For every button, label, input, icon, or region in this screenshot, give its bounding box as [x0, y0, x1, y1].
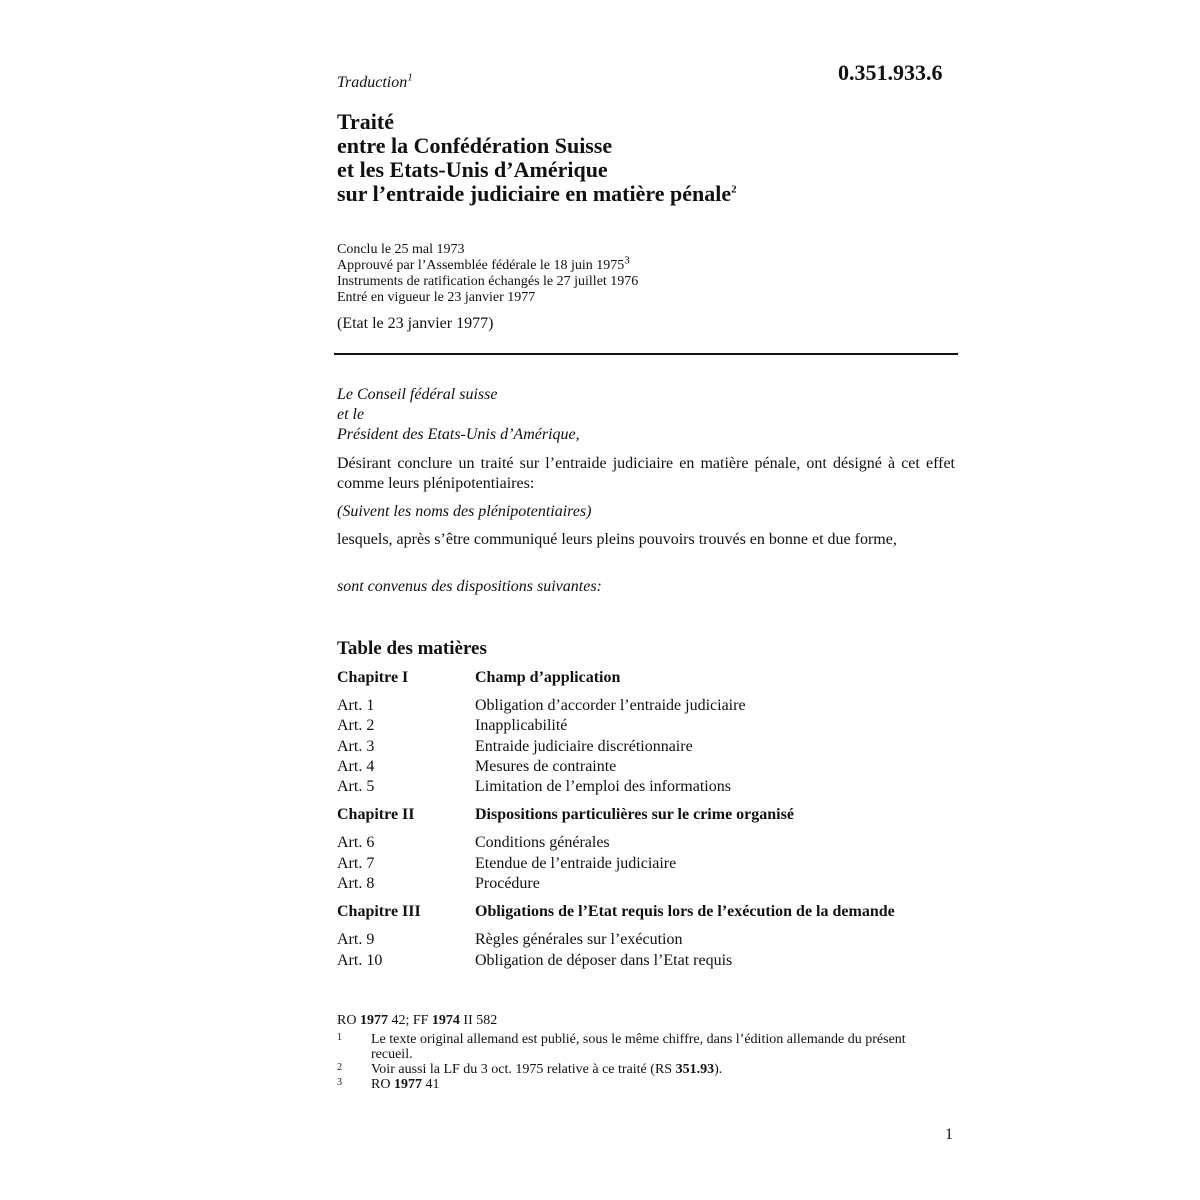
- article-label: Art. 5: [337, 778, 375, 796]
- translation-label: Traduction$^1$: [337, 71, 413, 91]
- sr-number: 0.351.933.6: [838, 60, 943, 85]
- treaty-metadata: [337, 242, 638, 306]
- party-usa: Président des Etats-Unis d’Amérique,: [337, 426, 580, 443]
- footnote-text: RO 1977 41: [371, 1077, 440, 1092]
- toc-article[interactable]: [337, 777, 967, 797]
- preamble-parties: [337, 385, 955, 445]
- table-of-contents: [337, 668, 967, 971]
- footnote-ref-1[interactable]: 1: [407, 71, 413, 84]
- footnote-ref-2[interactable]: 2: [731, 183, 737, 196]
- title-line: et les Etats-Unis d’Amérique: [337, 157, 608, 182]
- preamble-paragraph: lesquels, après s’être communiqué leurs pleins pouvoirs trouvés en bonne et due forme,: [337, 531, 897, 548]
- title-line: sur l’entraide judiciaire en matière pénale$^2$: [337, 181, 737, 206]
- article-title: Entraide judiciaire discrétionnaire: [475, 737, 693, 755]
- article-label: Art. 8: [337, 875, 375, 893]
- document-title: [337, 110, 737, 206]
- article-title: Conditions générales: [475, 834, 610, 852]
- article-title: Procédure: [475, 875, 540, 893]
- chapter-label: Chapitre I: [337, 669, 409, 686]
- rs-reference[interactable]: 351.93: [675, 1062, 715, 1077]
- article-title: Règles générales sur l’exécution: [475, 931, 683, 949]
- footnote-number: 3: [337, 1077, 342, 1088]
- toc-article[interactable]: [337, 930, 967, 950]
- article-title: Etendue de l’entraide judiciaire: [475, 854, 677, 872]
- footnote: [337, 1062, 937, 1077]
- horizontal-divider: [334, 353, 958, 355]
- footnote: [337, 1077, 937, 1092]
- footnotes: [337, 1032, 937, 1092]
- footnote: [337, 1032, 937, 1062]
- toc-heading: Table des matières: [337, 638, 487, 659]
- party-conjunction: et le: [337, 406, 365, 423]
- toc-article[interactable]: [337, 696, 967, 716]
- chapter-title: Dispositions particulières sur le crime organisé: [475, 806, 794, 824]
- article-label: Art. 6: [337, 834, 375, 852]
- chapter-label: Chapitre II: [337, 806, 415, 824]
- article-title: Obligation d’accorder l’entraide judiciaire: [475, 697, 746, 714]
- toc-article[interactable]: [337, 737, 967, 757]
- publication-sources: RO 1977 42; FF 1974 II 582: [337, 1013, 498, 1028]
- chapter-title: Obligations de l’Etat requis lors de l’exécution de la demande: [475, 903, 895, 921]
- article-title: Mesures de contrainte: [475, 757, 617, 775]
- title-line: entre la Confédération Suisse: [337, 133, 613, 158]
- article-label: Art. 2: [337, 717, 375, 735]
- chapter-title: Champ d’application: [475, 669, 621, 686]
- ratification-date: Instruments de ratification échangés le 27 juillet 1976: [337, 274, 639, 289]
- preamble-paragraph: Désirant conclure un traité sur l’entraide judiciaire en matière pénale, ont désigné à cet effet comme leurs plénipotentiaires:: [337, 455, 955, 492]
- toc-article[interactable]: [337, 874, 967, 894]
- article-label: Art. 10: [337, 951, 383, 969]
- toc-article[interactable]: [337, 951, 967, 971]
- footnote-number: 1: [337, 1032, 342, 1043]
- concluded-date: Conclu le 25 mal 1973: [337, 242, 465, 257]
- status-date: (Etat le 23 janvier 1977): [337, 315, 494, 332]
- footnote-text: Voir aussi la LF du 3 oct. 1975 relative à ce traité (RS 351.93).: [371, 1062, 723, 1077]
- toc-article[interactable]: [337, 833, 967, 853]
- preamble-agreement: sont convenus des dispositions suivantes:: [337, 578, 602, 595]
- article-label: Art. 4: [337, 757, 375, 775]
- approved-date: Approuvé par l’Assemblée fédérale le 18 juin 1975$^3$: [337, 254, 630, 273]
- preamble-plenipotentiaries: (Suivent les noms des plénipotentiaires): [337, 503, 592, 520]
- article-title: Inapplicabilité: [475, 717, 568, 735]
- toc-article[interactable]: [337, 716, 967, 736]
- title-line: Traité: [337, 109, 395, 134]
- article-label: Art. 1: [337, 697, 375, 714]
- toc-chapter[interactable]: [337, 668, 967, 688]
- article-label: Art. 9: [337, 931, 375, 949]
- toc-chapter[interactable]: [337, 805, 967, 825]
- chapter-label: Chapitre III: [337, 903, 421, 921]
- article-title: Limitation de l’emploi des informations: [475, 778, 731, 796]
- footnote-ref-3[interactable]: 3: [624, 254, 630, 267]
- footnote-text: Le texte original allemand est publié, sous le même chiffre, dans l’édition allemande du présent recueil.: [371, 1032, 906, 1062]
- toc-chapter[interactable]: [337, 902, 967, 922]
- article-label: Art. 7: [337, 854, 375, 872]
- page-number: 1: [945, 1126, 953, 1143]
- toc-article[interactable]: [337, 757, 967, 777]
- footnote-number: 2: [337, 1062, 342, 1073]
- party-switzerland: Le Conseil fédéral suisse: [337, 386, 498, 403]
- toc-article[interactable]: [337, 854, 967, 874]
- article-label: Art. 3: [337, 737, 375, 755]
- entry-into-force-date: Entré en vigueur le 23 janvier 1977: [337, 290, 536, 305]
- article-title: Obligation de déposer dans l’Etat requis: [475, 951, 733, 969]
